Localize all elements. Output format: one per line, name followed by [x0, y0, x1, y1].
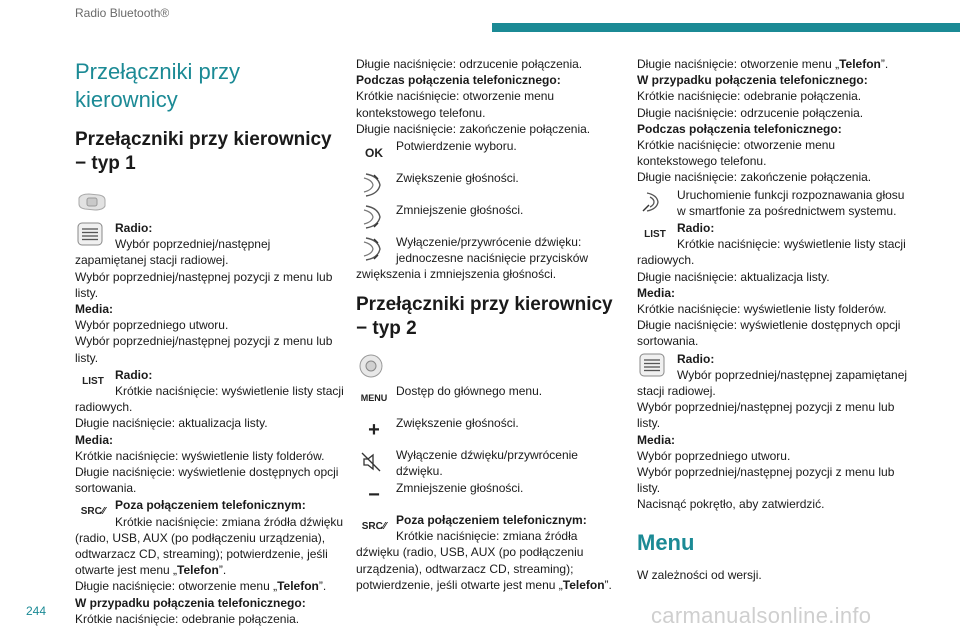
watermark: carmanualsonline.info	[651, 603, 872, 628]
section-title-type2: Przełączniki przy kierownicy − typ 2	[356, 293, 613, 339]
list-button-item: LIST Radio: Krótkie naciśnięcie: wyświetlenie listy stacji radiowych. Długie naciśnięcie: aktualizacja listy. Media: Krótkie naciśnięcie: wyświetlenie listy folderów. Długie naciśnięcie: wyświetlenie dostępnych opcji sortowania.	[75, 367, 344, 496]
list-button-item: LIST Radio: Krótkie naciśnięcie: wyświetlenie listy stacji radiowych. Długie naciśnięcie: aktualizacja listy. Media: Krótkie naciśnięcie: wyświetlenie listy folderów. Długie naciśnięcie: wyświetlenie dostępnych opcji sortowania.	[637, 221, 906, 349]
scroll-wheel-item: Radio: Wybór poprzedniej/następnej zapamiętanej stacji radiowej. Wybór poprzedniej/następnej pozycji z menu lub listy. Media: Wybór poprzedniego utworu. Wybór poprzedniej/następnej pozycji z menu lub listy.	[75, 221, 333, 365]
column-2: Długie naciśnięcie: odrzucenie połączenia. Podczas połączenia telefonicznego: Krótkie naciśnięcie: otworzenie menu kontekstowego telefonu. Długie naciśnięcie: zakończenie połączenia. OK Potwierdzenie wyboru. Zwiększenie głośności. Zmniejszenie głośności. Wyłączenie/przywrócenie dźwięku: jednoczesne naciśnięcie przycisków zwiększenia i zmniejszenia głośności. Przełączniki przy kierownicy − typ 2 MENU Dostęp do głównego menu. + Zwiększenie głośności. Wyłączenie dźwięku/przywrócenie dźwięku. − Zmniejszenie głośności. SRC ⁄⁄ Poza połączeniem telefonicznym: Krótkie naciśnięcie: zmiana źródła dźwięku (radio, USB, AUX (po podłączeniu urządzenia), odtwarzacz CD, streaming); potwierdzenie, jeśli otwarte jest menu „Telefon”.	[356, 56, 624, 593]
minus-icon: −	[368, 483, 380, 506]
column-3: Długie naciśnięcie: otworzenie menu „Telefon”. W przypadku połączenia telefonicznego: Krótkie naciśnięcie: odebranie połączenia. Długie naciśnięcie: odrzucenie połączenia. Podczas połączenia telefonicznego: Krótkie naciśnięcie: otworzenie menu kontekstowego telefonu. Długie naciśnięcie: zakończenie połączenia. Uruchomienie funkcji rozpoznawania głosu w smartfonie za pośrednictwem systemu. LIST Radio: Krótkie naciśnięcie: wyświetlenie listy stacji radiowych. Długie naciśnięcie: aktualizacja listy. Media: Krótkie naciśnięcie: wyświetlenie listy folderów. Długie naciśnięcie: wyświetlenie dostępnych opcji sortowania. Radio: Wybór poprzedniej/następnej zapamiętanej stacji radiowej. Wybór poprzedniej/następnej pozycji z menu lub listy. Media: Wybór poprzedniego utworu. Wybór poprzedniej/następnej pozycji z menu lub listy. Nacisnąć pokrętło, aby zatwierdzić. Menu W zależności od wersji.	[637, 57, 908, 582]
list-button-icon: LIST	[644, 228, 666, 240]
src-phone-button-icon: SRC ⁄⁄	[80, 506, 106, 518]
volume-down-lever-icon	[356, 202, 392, 232]
menu-button-icon: MENU	[360, 392, 388, 403]
volume-down-item: Zmniejszenie głośności.	[356, 202, 624, 233]
mute-button-item: Wyłączenie dźwięku/przywrócenie dźwięku.	[356, 447, 624, 479]
ok-button-item: OK Potwierdzenie wyboru.	[356, 138, 624, 169]
plus-button-item: + Zwiększenie głośności.	[356, 415, 624, 446]
voice-command-item: Uruchomienie funkcji rozpoznawania głosu w smartfonie za pośrednictwem systemu.	[637, 187, 909, 219]
menu-section-title: Menu	[637, 529, 695, 555]
volume-lever-mute-icon	[356, 234, 392, 264]
list-button-icon: LIST	[82, 375, 104, 387]
src-button-item: SRC ⁄⁄ Poza połączeniem telefonicznym: Krótkie naciśnięcie: zmiana źródła dźwięku (radio, USB, AUX (po podłączeniu urządzenia), odtwarzacz CD, streaming); potwierdzenie, jeśli otwarte jest menu „Telefon”. Długie naciśnięcie: otworzenie menu „Telefon”. W przypadku połączenia telefonicznego: Krótkie naciśnięcie: odebranie połączenia.	[75, 498, 344, 626]
scroll-wheel-icon	[75, 220, 111, 250]
scroll-wheel-item: Radio: Wybór poprzedniej/następnej zapamiętanej stacji radiowej. Wybór poprzedniej/następnej pozycji z menu lub listy. Media: Wybór poprzedniego utworu. Wybór poprzedniej/następnej pozycji z menu lub listy. Nacisnąć pokrętło, aby zatwierdzić.	[637, 351, 908, 512]
page-title: Przełączniki przy kierownicy	[75, 59, 241, 112]
src-phone-button-icon: SRC ⁄⁄	[361, 520, 387, 532]
column-1	[75, 56, 345, 627]
minus-button-item: − Zmniejszenie głośności.	[356, 480, 624, 511]
steering-switch-type2-icon	[356, 353, 624, 379]
plus-icon: +	[368, 418, 380, 441]
volume-up-lever-icon	[356, 170, 392, 200]
running-header: Radio Bluetooth®	[75, 6, 170, 20]
header-accent-bar	[492, 23, 960, 32]
src-button-type2-item: SRC ⁄⁄ Poza połączeniem telefonicznym: Krótkie naciśnięcie: zmiana źródła dźwięku (radio, USB, AUX (po podłączeniu urządzenia), odtwarzacz CD, streaming); potwierdzenie, jeśli otwarte jest menu „Telefon”.	[356, 513, 612, 592]
voice-recognition-icon	[637, 187, 673, 217]
ok-button-icon: OK	[365, 145, 383, 160]
speaker-muted-icon	[356, 447, 392, 477]
steering-switch-type1-icon	[75, 190, 345, 216]
volume-up-item: Zwiększenie głośności.	[356, 170, 624, 201]
section-title-type1: Przełączniki przy kierownicy − typ 1	[75, 129, 332, 174]
mute-item: Wyłączenie/przywrócenie dźwięku: jednoczesne naciśnięcie przycisków zwiększenia i zmniejszenia głośności.	[356, 235, 589, 282]
page-number: 244	[26, 604, 47, 618]
menu-section-text: W zależności od wersji.	[637, 567, 762, 582]
scroll-wheel-icon	[637, 351, 673, 381]
menu-button-item: MENU Dostęp do głównego menu.	[356, 383, 624, 414]
